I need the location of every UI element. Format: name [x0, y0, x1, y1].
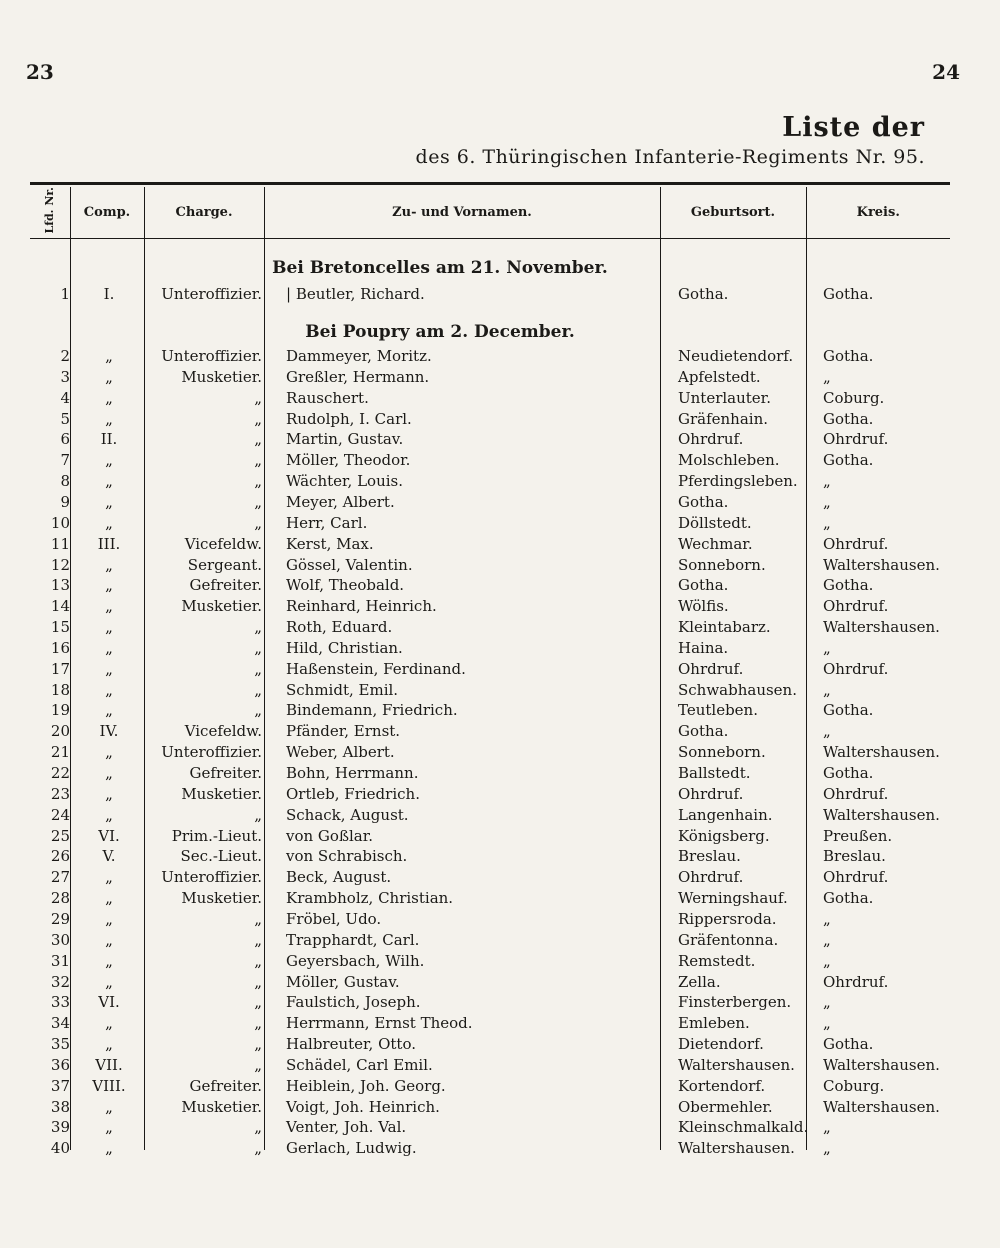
cell-charge: „ [254, 513, 262, 532]
cell-charge: Vicefeldw. [184, 534, 262, 553]
cell-name: Pfänder, Ernst. [286, 722, 401, 741]
cell-kreis: Ohrdruf. [823, 534, 889, 553]
cell-charge: „ [254, 805, 262, 824]
cell-kreis: „ [823, 951, 831, 970]
cell-nr: 35 [50, 1035, 70, 1054]
cell-comp: VII. [95, 1055, 123, 1074]
cell-comp: „ [105, 638, 113, 657]
cell-kreis: Coburg. [823, 388, 885, 407]
table-row [30, 638, 950, 659]
list-subtitle: des 6. Thüringischen Infanterie-Regiments Nr. 95. [415, 146, 925, 168]
table-row [30, 409, 950, 430]
table-row [30, 784, 950, 805]
table-row [30, 888, 950, 909]
cell-comp: „ [105, 764, 113, 782]
cell-geburtsort: Apfelstedt. [678, 367, 761, 386]
cell-kreis: „ [823, 1118, 831, 1137]
cell-nr: 8 [60, 472, 70, 491]
cell-name: Rauschert. [286, 388, 369, 407]
cell-name: Bohn, Herrmann. [286, 764, 419, 782]
cell-geburtsort: Rippersroda. [678, 909, 777, 928]
cell-nr: 14 [50, 597, 70, 616]
cell-name: Voigt, Joh. Heinrich. [286, 1097, 440, 1116]
cell-comp: „ [105, 1118, 113, 1137]
cell-name: Fröbel, Udo. [286, 909, 382, 928]
cell-geburtsort: Gotha. [678, 576, 729, 595]
cell-charge: „ [254, 638, 262, 657]
cell-kreis: Breslau. [823, 847, 886, 866]
cell-name: Gössel, Valentin. [286, 555, 413, 574]
cell-nr: 37 [50, 1076, 70, 1095]
cell-comp: „ [105, 1139, 113, 1158]
cell-comp: „ [105, 784, 113, 803]
cell-charge: „ [254, 430, 262, 449]
cell-geburtsort: Breslau. [678, 847, 741, 866]
cell-kreis: Waltershausen. [823, 805, 940, 824]
cell-name: Beck, August. [286, 868, 392, 887]
cell-nr: 20 [50, 722, 70, 741]
column-header-charge: Charge. [144, 187, 264, 238]
cell-comp: II. [100, 430, 118, 449]
cell-geburtsort: Gräfenhain. [678, 409, 769, 428]
cell-comp: „ [105, 972, 113, 991]
cell-kreis: „ [823, 1014, 831, 1033]
table-row [30, 596, 950, 617]
cell-nr: 15 [50, 618, 70, 637]
cell-comp: I. [103, 285, 115, 303]
cell-geburtsort: Waltershausen. [678, 1139, 795, 1158]
cell-name: Dammeyer, Moritz. [286, 347, 432, 365]
page-number-left: 23 [26, 60, 54, 84]
cell-nr: 40 [50, 1139, 70, 1158]
table-row [30, 388, 950, 409]
cell-kreis: Coburg. [823, 1076, 885, 1095]
table-row [30, 575, 950, 596]
cell-geburtsort: Langenhain. [678, 805, 773, 824]
cell-geburtsort: Obermehler. [678, 1097, 773, 1116]
page-number-right: 24 [932, 60, 960, 84]
cell-charge: „ [254, 451, 262, 470]
cell-geburtsort: Ohrdruf. [678, 868, 744, 887]
cell-name: von Schrabisch. [286, 847, 408, 866]
cell-name: Roth, Eduard. [286, 618, 393, 637]
cell-kreis: Waltershausen. [823, 555, 940, 574]
cell-kreis: Waltershausen. [823, 1097, 940, 1116]
cell-comp: „ [105, 659, 113, 678]
cell-name: Faulstich, Joseph. [286, 993, 421, 1012]
cell-geburtsort: Zella. [678, 972, 721, 991]
cell-comp: „ [105, 597, 113, 616]
cell-geburtsort: Dietendorf. [678, 1035, 764, 1054]
cell-name: Schmidt, Emil. [286, 680, 399, 699]
cell-charge: Musketier. [181, 784, 262, 803]
cell-comp: „ [105, 701, 113, 720]
cell-comp: VI. [98, 993, 120, 1012]
table-row [30, 972, 950, 993]
cell-nr: 23 [50, 784, 70, 803]
cell-kreis: Waltershausen. [823, 618, 940, 637]
cell-charge: Unteroffizier. [161, 347, 262, 365]
table-row [30, 992, 950, 1013]
section-heading-bretoncelles: Bei Bretoncelles am 21. November. [272, 258, 608, 278]
cell-kreis: „ [823, 993, 831, 1012]
cell-name: Schädel, Carl Emil. [286, 1055, 433, 1074]
cell-geburtsort: Waltershausen. [678, 1055, 795, 1074]
cell-charge: „ [254, 1055, 262, 1074]
cell-charge: „ [254, 1014, 262, 1033]
cell-charge: Vicefeldw. [184, 722, 262, 741]
top-rule [30, 182, 950, 185]
cell-charge: Sergeant. [187, 555, 262, 574]
table-row [30, 1013, 950, 1034]
cell-charge: Musketier. [181, 889, 262, 908]
cell-comp: „ [105, 930, 113, 949]
cell-geburtsort: Sonneborn. [678, 555, 766, 574]
table-row [30, 1034, 950, 1055]
cell-geburtsort: Ohrdruf. [678, 784, 744, 803]
cell-geburtsort: Molschleben. [678, 451, 780, 470]
cell-comp: „ [105, 1097, 113, 1116]
cell-kreis: Gotha. [823, 451, 874, 470]
cell-nr: 38 [50, 1097, 70, 1116]
cell-geburtsort: Neudietendorf. [678, 347, 794, 365]
table-row [30, 346, 950, 367]
cell-name: Gerlach, Ludwig. [286, 1139, 417, 1158]
table-row [30, 805, 950, 826]
cell-name: Kerst, Max. [286, 534, 374, 553]
column-header-kreis: Kreis. [806, 187, 950, 238]
table-row [30, 930, 950, 951]
cell-kreis: Ohrdruf. [823, 972, 889, 991]
table-row [30, 721, 950, 742]
cell-nr: 4 [60, 388, 70, 407]
cell-name: Reinhard, Heinrich. [286, 597, 437, 616]
cell-name: Geyersbach, Wilh. [286, 951, 425, 970]
cell-comp: „ [105, 409, 113, 428]
table-row [30, 1138, 950, 1159]
cell-charge: „ [254, 659, 262, 678]
table-row [30, 450, 950, 471]
cell-charge: Gefreiter. [189, 1076, 262, 1095]
cell-comp: „ [105, 451, 113, 470]
cell-geburtsort: Ohrdruf. [678, 430, 744, 449]
cell-nr: 28 [50, 889, 70, 908]
cell-charge: Unteroffizier. [161, 868, 262, 887]
cell-comp: „ [105, 951, 113, 970]
table-row [30, 763, 950, 784]
table-row [30, 284, 950, 305]
cell-geburtsort: Gotha. [678, 722, 729, 741]
table-row [30, 909, 950, 930]
cell-geburtsort: Remstedt. [678, 951, 756, 970]
cell-name: Möller, Theodor. [286, 451, 411, 470]
cell-geburtsort: Wechmar. [678, 534, 753, 553]
cell-geburtsort: Haina. [678, 638, 729, 657]
cell-comp: „ [105, 492, 113, 511]
cell-nr: 5 [60, 409, 70, 428]
cell-charge: „ [254, 472, 262, 491]
cell-nr: 16 [50, 638, 70, 657]
cell-geburtsort: Döllstedt. [678, 513, 752, 532]
column-header-geburtsort: Geburtsort. [660, 187, 806, 238]
column-header-lfd-nr: Lfd. Nr. [30, 187, 70, 238]
cell-nr: 22 [50, 764, 70, 782]
table-row [30, 471, 950, 492]
table-row [30, 680, 950, 701]
table-row [30, 1097, 950, 1118]
cell-kreis: „ [823, 680, 831, 699]
cell-comp: „ [105, 805, 113, 824]
cell-name: Herr, Carl. [286, 513, 368, 532]
cell-comp: VI. [98, 826, 120, 845]
cell-comp: „ [105, 1014, 113, 1033]
cell-nr: 27 [50, 868, 70, 887]
cell-name: Heiblein, Joh. Georg. [286, 1076, 446, 1095]
cell-nr: 6 [60, 430, 70, 449]
cell-name: Krambholz, Christian. [286, 889, 454, 908]
cell-kreis: Gotha. [823, 701, 874, 720]
cell-kreis: „ [823, 1139, 831, 1158]
table-row [30, 429, 950, 450]
cell-geburtsort: Pferdingsleben. [678, 472, 798, 491]
cell-nr: 33 [50, 993, 70, 1012]
cell-kreis: Gotha. [823, 409, 874, 428]
cell-kreis: Gotha. [823, 576, 874, 595]
cell-geburtsort: Sonneborn. [678, 743, 766, 762]
cell-name: Haßenstein, Ferdinand. [286, 659, 466, 678]
cell-kreis: „ [823, 722, 831, 741]
cell-charge: „ [254, 951, 262, 970]
table-row [30, 659, 950, 680]
table-row [30, 513, 950, 534]
cell-nr: 25 [50, 826, 70, 845]
cell-name: Martin, Gustav. [286, 430, 404, 449]
cell-geburtsort: Teutleben. [678, 701, 758, 720]
cell-kreis: Ohrdruf. [823, 659, 889, 678]
cell-charge: Sec.-Lieut. [180, 847, 262, 866]
cell-comp: IV. [99, 722, 119, 741]
cell-charge: „ [254, 492, 262, 511]
cell-name: Halbreuter, Otto. [286, 1035, 416, 1054]
cell-name: Meyer, Albert. [286, 492, 395, 511]
cell-name: Ortleb, Friedrich. [286, 784, 420, 803]
cell-name: Wächter, Louis. [286, 472, 403, 491]
cell-comp: „ [105, 618, 113, 637]
cell-nr: 10 [50, 513, 70, 532]
column-header-table [30, 187, 950, 239]
column-header-comp: Comp. [70, 187, 144, 238]
cell-kreis: Ohrdruf. [823, 597, 889, 616]
cell-name: Bindemann, Friedrich. [286, 701, 458, 720]
cell-charge: „ [254, 1118, 262, 1137]
cell-charge: Musketier. [181, 597, 262, 616]
cell-comp: „ [105, 347, 113, 365]
cell-geburtsort: Schwabhausen. [678, 680, 797, 699]
cell-comp: V. [102, 847, 116, 866]
cell-name: Trapphardt, Carl. [286, 930, 420, 949]
table-row [30, 367, 950, 388]
cell-comp: „ [105, 576, 113, 595]
cell-comp: „ [105, 472, 113, 491]
cell-comp: VIII. [92, 1076, 126, 1095]
cell-charge: „ [254, 701, 262, 720]
cell-comp: „ [105, 388, 113, 407]
cell-comp: „ [105, 513, 113, 532]
cell-kreis: Gotha. [823, 764, 874, 782]
cell-comp: „ [105, 889, 113, 908]
cell-name: Weber, Albert. [286, 743, 395, 762]
cell-comp: „ [105, 1035, 113, 1054]
cell-geburtsort: Werningshauf. [678, 889, 788, 908]
cell-nr: 3 [60, 367, 70, 386]
cell-kreis: „ [823, 638, 831, 657]
cell-nr: 9 [60, 492, 70, 511]
cell-geburtsort: Ballstedt. [678, 764, 751, 782]
cell-geburtsort: Königsberg. [678, 826, 770, 845]
table-row [30, 534, 950, 555]
list-title: Liste der [782, 112, 925, 143]
cell-nr: 7 [60, 451, 70, 470]
cell-kreis: Ohrdruf. [823, 430, 889, 449]
cell-charge: „ [254, 618, 262, 637]
cell-charge: Musketier. [181, 1097, 262, 1116]
table-row [30, 1076, 950, 1097]
cell-nr: 31 [50, 951, 70, 970]
cell-name: Rudolph, I. Carl. [286, 409, 412, 428]
cell-comp: „ [105, 555, 113, 574]
cell-charge: „ [254, 680, 262, 699]
cell-kreis: „ [823, 472, 831, 491]
cell-nr: 18 [50, 680, 70, 699]
table-row [30, 700, 950, 721]
cell-kreis: „ [823, 513, 831, 532]
cell-kreis: „ [823, 492, 831, 511]
cell-charge: „ [254, 388, 262, 407]
cell-kreis: „ [823, 930, 831, 949]
cell-nr: 21 [50, 743, 70, 762]
cell-charge: Gefreiter. [189, 764, 262, 782]
table-row [30, 1117, 950, 1138]
table-row [30, 1055, 950, 1076]
cell-kreis: „ [823, 909, 831, 928]
cell-nr: 26 [50, 847, 70, 866]
table-row [30, 951, 950, 972]
table-row [30, 742, 950, 763]
cell-geburtsort: Gräfentonna. [678, 930, 779, 949]
cell-geburtsort: Kleinschmalkald. [678, 1118, 809, 1137]
cell-comp: „ [105, 680, 113, 699]
cell-nr: 30 [50, 930, 70, 949]
cell-geburtsort: Ohrdruf. [678, 659, 744, 678]
cell-geburtsort: Wölfis. [678, 597, 729, 616]
table-row [30, 867, 950, 888]
cell-comp: „ [105, 743, 113, 762]
cell-geburtsort: Finsterbergen. [678, 993, 792, 1012]
cell-comp: „ [105, 868, 113, 887]
cell-comp: III. [97, 534, 121, 553]
cell-nr: 2 [60, 347, 70, 365]
cell-charge: Gefreiter. [189, 576, 262, 595]
cell-name: Wolf, Theobald. [286, 576, 405, 595]
cell-nr: 11 [50, 534, 70, 553]
cell-nr: 39 [50, 1118, 70, 1137]
cell-nr: 29 [50, 909, 70, 928]
cell-kreis: Waltershausen. [823, 1055, 940, 1074]
table-row [30, 555, 950, 576]
cell-nr: 17 [50, 659, 70, 678]
cell-charge: „ [254, 930, 262, 949]
cell-nr: 32 [50, 972, 70, 991]
table-row [30, 846, 950, 867]
cell-name: Möller, Gustav. [286, 972, 400, 991]
cell-nr: 19 [50, 701, 70, 720]
cell-charge: Unteroffizier. [161, 743, 262, 762]
cell-kreis: Gotha. [823, 1035, 874, 1054]
cell-nr: 13 [50, 576, 70, 595]
cell-kreis: Gotha. [823, 347, 874, 365]
cell-comp: „ [105, 367, 113, 386]
column-header-name: Zu- und Vornamen. [264, 187, 660, 238]
cell-charge: Prim.-Lieut. [171, 826, 262, 845]
cell-charge: „ [254, 909, 262, 928]
cell-geburtsort: Kortendorf. [678, 1076, 766, 1095]
cell-name: von Goßlar. [286, 826, 373, 845]
cell-kreis: Waltershausen. [823, 743, 940, 762]
cell-charge: Musketier. [181, 367, 262, 386]
cell-kreis: Ohrdruf. [823, 868, 889, 887]
cell-geburtsort: Gotha. [678, 492, 729, 511]
cell-nr: 1 [60, 285, 70, 303]
cell-kreis: Ohrdruf. [823, 784, 889, 803]
cell-geburtsort: Kleintabarz. [678, 618, 771, 637]
cell-name: Greßler, Hermann. [286, 367, 430, 386]
cell-charge: „ [254, 1139, 262, 1158]
cell-charge: „ [254, 409, 262, 428]
cell-name: | Beutler, Richard. [286, 285, 425, 303]
cell-nr: 34 [50, 1014, 70, 1033]
cell-geburtsort: Emleben. [678, 1014, 750, 1033]
cell-charge: „ [254, 1035, 262, 1054]
cell-name: Hild, Christian. [286, 638, 403, 657]
cell-name: Schack, August. [286, 805, 409, 824]
cell-comp: „ [105, 909, 113, 928]
cell-charge: „ [254, 993, 262, 1012]
cell-kreis: „ [823, 367, 831, 386]
cell-name: Herrmann, Ernst Theod. [286, 1014, 473, 1033]
cell-nr: 12 [50, 555, 70, 574]
table-row [30, 826, 950, 847]
cell-charge: Unteroffizier. [161, 285, 262, 303]
cell-geburtsort: Unterlauter. [678, 388, 771, 407]
cell-charge: „ [254, 972, 262, 991]
cell-nr: 36 [50, 1055, 70, 1074]
table-row [30, 617, 950, 638]
cell-geburtsort: Gotha. [678, 285, 729, 303]
section-heading-poupry: Bei Poupry am 2. December. [305, 322, 575, 342]
cell-nr: 24 [50, 805, 70, 824]
cell-kreis: Gotha. [823, 285, 874, 303]
cell-name: Venter, Joh. Val. [286, 1118, 407, 1137]
cell-kreis: Gotha. [823, 889, 874, 908]
table-row [30, 492, 950, 513]
cell-kreis: Preußen. [823, 826, 893, 845]
